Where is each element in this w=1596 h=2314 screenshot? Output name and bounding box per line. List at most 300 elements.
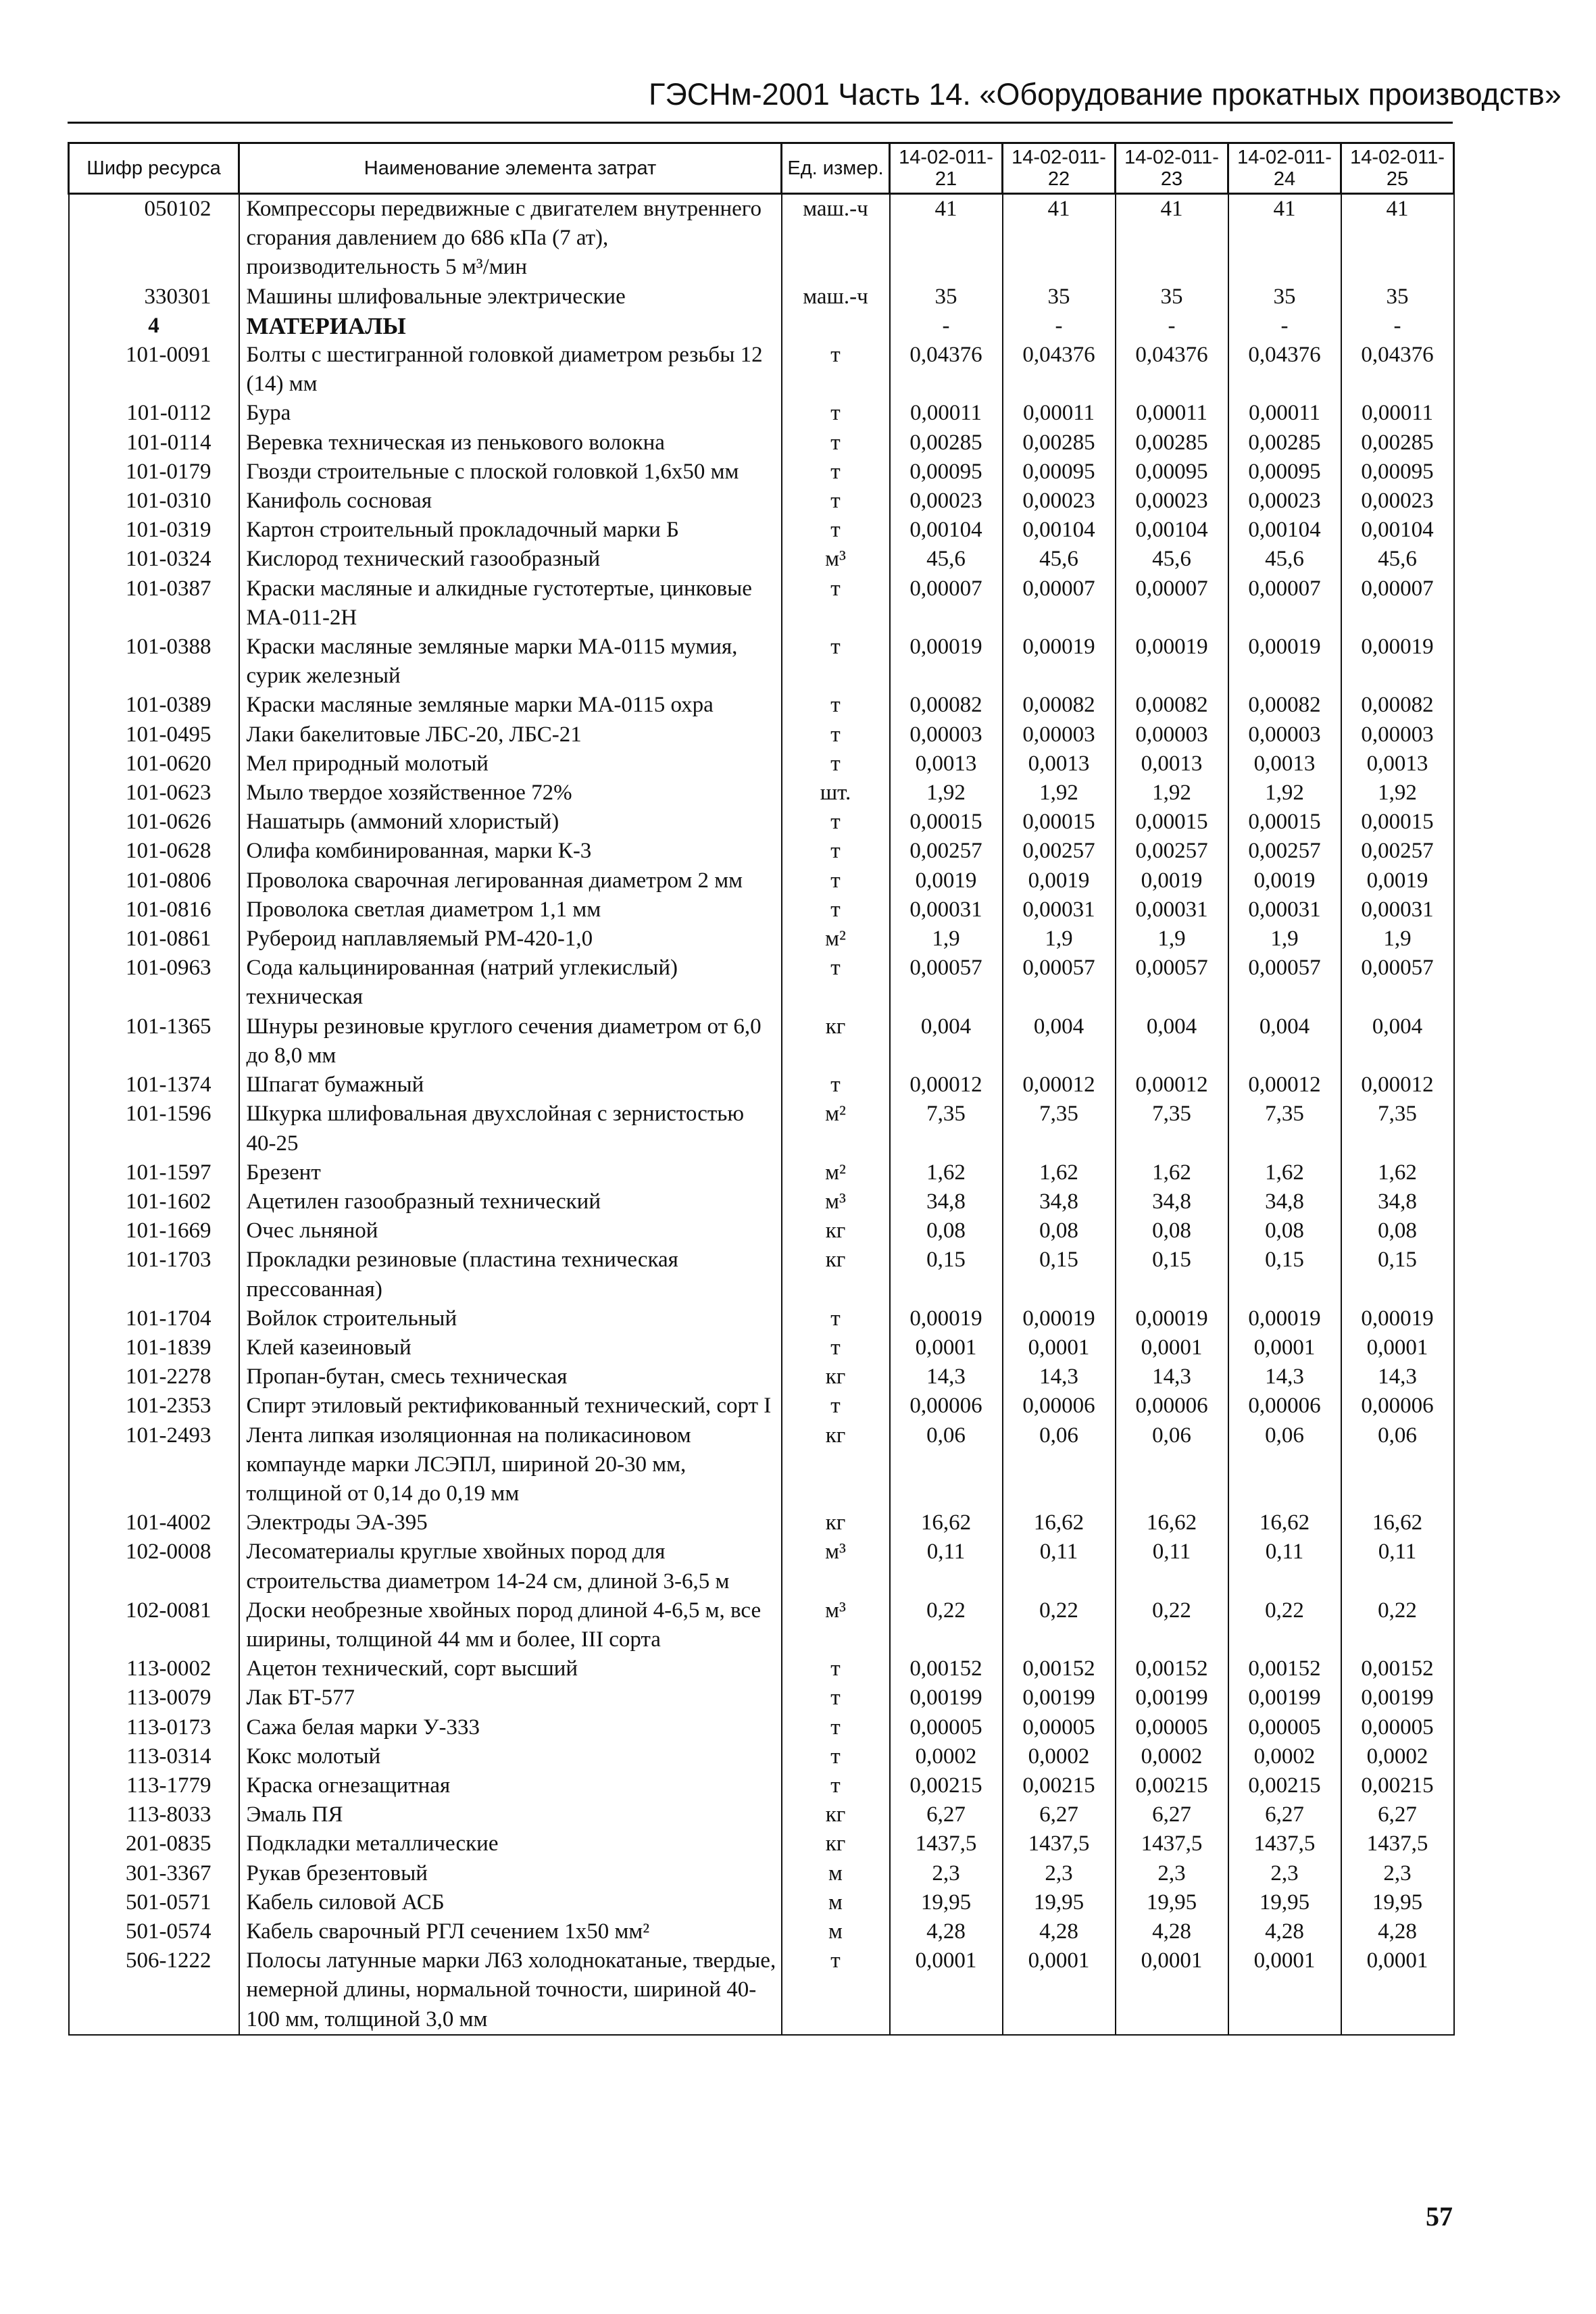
table-row <box>69 1683 1454 1713</box>
norm-value-cell: 16,62 <box>1116 1508 1228 1537</box>
norm-value-cell: 0,00152 <box>1003 1654 1116 1683</box>
unit-cell: кг <box>782 1012 890 1070</box>
norm-value-cell: 19,95 <box>1341 1888 1454 1917</box>
norm-value-cell: 0,00257 <box>890 837 1003 866</box>
resource-name-cell: Рубероид наплавляемый РМ-420-1,0 <box>239 925 782 954</box>
resource-code-cell: 501-0571 <box>69 1888 239 1917</box>
table-row <box>69 1012 1454 1070</box>
resource-code-cell: 101-1839 <box>69 1333 239 1362</box>
table-row <box>69 954 1454 1012</box>
norm-value-cell: 19,95 <box>1116 1888 1228 1917</box>
norm-value-cell: 0,04376 <box>1116 341 1228 399</box>
resource-code-cell: 101-0388 <box>69 633 239 691</box>
norm-value-cell: 19,95 <box>890 1888 1003 1917</box>
unit-cell: т <box>782 837 890 866</box>
column-header-norm-4: 14-02-011-24 <box>1228 143 1341 194</box>
resource-code-cell: 101-0495 <box>69 720 239 749</box>
table-header-row <box>69 143 1454 194</box>
unit-cell: м <box>782 1888 890 1917</box>
norm-value-cell: 41 <box>1341 194 1454 282</box>
resource-name-cell: Электроды ЭА-395 <box>239 1508 782 1537</box>
unit-cell: м <box>782 1917 890 1946</box>
unit-cell: т <box>782 691 890 720</box>
resource-code-cell: 101-0623 <box>69 779 239 808</box>
table-row <box>69 1654 1454 1683</box>
norm-value-cell: 0,22 <box>1228 1596 1341 1654</box>
resource-code-cell: 101-0620 <box>69 749 239 779</box>
norm-value-cell: 0,08 <box>1341 1216 1454 1246</box>
unit-cell: т <box>782 1771 890 1800</box>
norm-value-cell: 0,0001 <box>1228 1946 1341 2035</box>
norm-value-cell: 0,0002 <box>890 1742 1003 1771</box>
norm-value-cell: 0,00011 <box>1003 399 1116 428</box>
resource-code-cell: 113-1779 <box>69 1771 239 1800</box>
unit-cell: т <box>782 1946 890 2035</box>
table-row <box>69 691 1454 720</box>
norm-value-cell: 0,0001 <box>890 1946 1003 2035</box>
norm-value-cell: 0,06 <box>1228 1421 1341 1509</box>
norm-value-cell: 0,00003 <box>1228 720 1341 749</box>
resource-name-cell: Бура <box>239 399 782 428</box>
norm-value-cell: 34,8 <box>1003 1187 1116 1216</box>
resource-name-cell: Прокладки резиновые (пластина техническая прессованная) <box>239 1246 782 1304</box>
norm-value-cell: 0,00095 <box>890 458 1003 487</box>
norm-value-cell: 34,8 <box>1228 1187 1341 1216</box>
norm-value-cell: 1,92 <box>1228 779 1341 808</box>
page-header-title: ГЭСНм-2001 Часть 14. «Оборудование прокатных производств» <box>649 77 1562 112</box>
resource-code-cell: 101-0628 <box>69 837 239 866</box>
norm-value-cell: 34,8 <box>890 1187 1003 1216</box>
norm-value-cell: 6,27 <box>1228 1800 1341 1829</box>
resource-name-cell: Краски масляные земляные марки МА-0115 охра <box>239 691 782 720</box>
norm-value-cell: 0,00057 <box>1341 954 1454 1012</box>
unit-cell: кг <box>782 1246 890 1304</box>
norm-value-cell: 0,0001 <box>1341 1333 1454 1362</box>
norm-value-cell: 41 <box>890 194 1003 282</box>
norm-value-cell: 0,00019 <box>1341 633 1454 691</box>
unit-cell: т <box>782 458 890 487</box>
norm-value-cell: 0,00003 <box>1116 720 1228 749</box>
norm-value-cell: 1,92 <box>890 779 1003 808</box>
norm-value-cell: 19,95 <box>1228 1888 1341 1917</box>
norm-value-cell: 6,27 <box>1341 1800 1454 1829</box>
norm-value-cell: 0,00003 <box>890 720 1003 749</box>
norm-value-cell: 0,04376 <box>1228 341 1341 399</box>
norm-value-cell: 0,11 <box>1341 1537 1454 1596</box>
unit-cell: маш.-ч <box>782 282 890 312</box>
resource-name-cell: Картон строительный прокладочный марки Б <box>239 516 782 545</box>
norm-value-cell: 0,08 <box>1003 1216 1116 1246</box>
table-row <box>69 1070 1454 1100</box>
table-row <box>69 1421 1454 1509</box>
norm-value-cell: 0,00199 <box>1341 1683 1454 1713</box>
norm-value-cell: 0,00006 <box>1228 1392 1341 1421</box>
unit-cell: т <box>782 866 890 895</box>
norm-value-cell: 0,0002 <box>1116 1742 1228 1771</box>
norm-value-cell: 0,00104 <box>890 516 1003 545</box>
norm-value-cell: 0,06 <box>1341 1421 1454 1509</box>
table-row <box>69 1158 1454 1187</box>
table-row <box>69 574 1454 633</box>
resource-name-cell: Доски необрезные хвойных пород длиной 4-6,5 м, все ширины, толщиной 44 мм и более, III сорта <box>239 1596 782 1654</box>
resource-name-cell: Мыло твердое хозяйственное 72% <box>239 779 782 808</box>
norm-value-cell: 2,3 <box>1228 1859 1341 1888</box>
norm-value-cell: 1,62 <box>890 1158 1003 1187</box>
unit-cell: т <box>782 633 890 691</box>
norm-value-cell: 0,00019 <box>1228 1304 1341 1333</box>
norm-value-cell: 0,0013 <box>1116 749 1228 779</box>
norm-value-cell: 0,00007 <box>1116 574 1228 633</box>
resource-code-cell: 101-1704 <box>69 1304 239 1333</box>
resource-code-cell: 102-0081 <box>69 1596 239 1654</box>
norm-value-cell: 0,004 <box>890 1012 1003 1070</box>
resource-code-cell: 101-0861 <box>69 925 239 954</box>
norm-value-cell: 0,0002 <box>1228 1742 1341 1771</box>
norm-value-cell: 0,06 <box>890 1421 1003 1509</box>
norm-value-cell: 2,3 <box>1003 1859 1116 1888</box>
norm-value-cell: 0,00003 <box>1341 720 1454 749</box>
norm-value-cell: 16,62 <box>1003 1508 1116 1537</box>
norm-value-cell: 0,00215 <box>1116 1771 1228 1800</box>
unit-cell: т <box>782 1333 890 1362</box>
norm-value-cell: 1,9 <box>1116 925 1228 954</box>
norm-value-cell: 0,15 <box>1003 1246 1116 1304</box>
norm-value-cell: 0,00057 <box>890 954 1003 1012</box>
norm-value-cell: 41 <box>1228 194 1341 282</box>
norm-value-cell: 4,28 <box>1228 1917 1341 1946</box>
unit-cell: т <box>782 487 890 516</box>
norm-value-cell: 0,00199 <box>1228 1683 1341 1713</box>
table-row <box>69 399 1454 428</box>
resource-code-cell: 113-8033 <box>69 1800 239 1829</box>
norm-value-cell: 0,00257 <box>1003 837 1116 866</box>
norm-value-cell: 0,00104 <box>1341 516 1454 545</box>
resource-code-cell: 101-0112 <box>69 399 239 428</box>
norm-value-cell: 0,04376 <box>890 341 1003 399</box>
norm-value-cell: 19,95 <box>1003 1888 1116 1917</box>
norm-value-cell: 0,0001 <box>1116 1946 1228 2035</box>
norm-value-cell: 14,3 <box>890 1362 1003 1392</box>
norm-value-cell: 0,22 <box>1003 1596 1116 1654</box>
norm-value-cell: 0,00011 <box>1228 399 1341 428</box>
resource-code-cell: 113-0079 <box>69 1683 239 1713</box>
table-row <box>69 1888 1454 1917</box>
table-row <box>69 1246 1454 1304</box>
norm-value-cell: 41 <box>1116 194 1228 282</box>
norm-value-cell: 45,6 <box>1341 545 1454 574</box>
unit-cell: т <box>782 1654 890 1683</box>
unit-cell: шт. <box>782 779 890 808</box>
table-row <box>69 516 1454 545</box>
norm-value-cell: 0,00015 <box>1116 808 1228 837</box>
resource-name-cell: Спирт этиловый ректификованный технический, сорт I <box>239 1392 782 1421</box>
unit-cell <box>782 312 890 341</box>
resource-code-cell: 101-0389 <box>69 691 239 720</box>
resource-name-cell: Очес льняной <box>239 1216 782 1246</box>
norm-value-cell: 0,00015 <box>1228 808 1341 837</box>
norm-value-cell: 0,00152 <box>1341 1654 1454 1683</box>
norm-value-cell: 35 <box>1341 282 1454 312</box>
table-row <box>69 1800 1454 1829</box>
resource-code-cell: 101-0319 <box>69 516 239 545</box>
norm-value-cell: 1,62 <box>1116 1158 1228 1187</box>
norm-value-cell: 0,00019 <box>890 633 1003 691</box>
resource-name-cell: Клей казеиновый <box>239 1333 782 1362</box>
norm-value-cell: 0,00011 <box>1341 399 1454 428</box>
norm-value-cell: 0,00003 <box>1003 720 1116 749</box>
unit-cell: т <box>782 895 890 925</box>
norm-value-cell: 0,00019 <box>1116 1304 1228 1333</box>
norm-value-cell: 45,6 <box>890 545 1003 574</box>
norm-value-cell: 0,00152 <box>1116 1654 1228 1683</box>
resource-code-cell: 113-0173 <box>69 1713 239 1742</box>
norm-value-cell: 6,27 <box>1003 1800 1116 1829</box>
norm-value-cell: 0,00199 <box>1116 1683 1228 1713</box>
norm-value-cell: 0,15 <box>1228 1246 1341 1304</box>
norm-value-cell: 0,15 <box>890 1246 1003 1304</box>
table-row <box>69 1596 1454 1654</box>
unit-cell: м³ <box>782 545 890 574</box>
table-row <box>69 458 1454 487</box>
resource-name-cell: Лента липкая изоляционная на поликасиновом компаунде марки ЛСЭПЛ, шириной 20-30 мм, толщиной от 0,14 до 0,19 мм <box>239 1421 782 1509</box>
norm-value-cell: 0,11 <box>1003 1537 1116 1596</box>
unit-cell: кг <box>782 1508 890 1537</box>
norm-value-cell: 4,28 <box>1003 1917 1116 1946</box>
norm-value-cell: 0,00104 <box>1228 516 1341 545</box>
norm-value-cell: 0,00082 <box>1341 691 1454 720</box>
table-row <box>69 749 1454 779</box>
unit-cell: м³ <box>782 1596 890 1654</box>
norm-value-cell: 14,3 <box>1341 1362 1454 1392</box>
unit-cell: т <box>782 808 890 837</box>
resource-code-cell: 101-1596 <box>69 1100 239 1158</box>
resource-code-cell: 101-0091 <box>69 341 239 399</box>
resource-code-cell: 113-0002 <box>69 1654 239 1683</box>
norm-value-cell: 0,0013 <box>1003 749 1116 779</box>
table-row <box>69 1100 1454 1158</box>
norm-value-cell: 0,0002 <box>1341 1742 1454 1771</box>
unit-cell: м³ <box>782 1537 890 1596</box>
column-header-norm-2: 14-02-011-22 <box>1003 143 1116 194</box>
unit-cell: кг <box>782 1421 890 1509</box>
norm-value-cell: 1,92 <box>1116 779 1228 808</box>
resource-code-cell: 301-3367 <box>69 1859 239 1888</box>
norm-value-cell: 0,00031 <box>1341 895 1454 925</box>
norm-value-cell: 1,62 <box>1003 1158 1116 1187</box>
unit-cell: маш.-ч <box>782 194 890 282</box>
norm-value-cell: 0,00019 <box>890 1304 1003 1333</box>
norm-value-cell: 45,6 <box>1116 545 1228 574</box>
resource-code-cell: 101-2278 <box>69 1362 239 1392</box>
unit-cell: м² <box>782 1158 890 1187</box>
resource-name-cell: Веревка техническая из пенькового волокна <box>239 428 782 458</box>
norm-value-cell: 4,28 <box>890 1917 1003 1946</box>
table-row <box>69 1187 1454 1216</box>
norm-value-cell: 1437,5 <box>1116 1829 1228 1858</box>
norm-value-cell: 0,00095 <box>1341 458 1454 487</box>
norm-value-cell: 0,00007 <box>1228 574 1341 633</box>
column-header-norm-5: 14-02-011-25 <box>1341 143 1454 194</box>
resource-code-cell: 101-1703 <box>69 1246 239 1304</box>
norm-value-cell: 0,00006 <box>1341 1392 1454 1421</box>
norm-value-cell: - <box>1341 312 1454 341</box>
norm-value-cell: 0,06 <box>1003 1421 1116 1509</box>
norm-value-cell: 0,00012 <box>1341 1070 1454 1100</box>
norm-value-cell: 0,15 <box>1116 1246 1228 1304</box>
norm-value-cell: 0,0001 <box>1341 1946 1454 2035</box>
resource-name-cell: Шкурка шлифовальная двухслойная с зернистостью 40-25 <box>239 1100 782 1158</box>
norm-value-cell: 0,00285 <box>1228 428 1341 458</box>
norm-value-cell: 0,00005 <box>1228 1713 1341 1742</box>
column-header-name: Наименование элемента затрат <box>239 143 782 194</box>
column-header-unit: Ед. измер. <box>782 143 890 194</box>
unit-cell: т <box>782 720 890 749</box>
norm-value-cell: 0,00023 <box>1341 487 1454 516</box>
resource-code-cell: 501-0574 <box>69 1917 239 1946</box>
resource-code-cell: 050102 <box>69 194 239 282</box>
resource-code-cell: 4 <box>69 312 239 341</box>
norm-value-cell: 0,004 <box>1003 1012 1116 1070</box>
norm-value-cell: 0,00015 <box>890 808 1003 837</box>
resource-code-cell: 101-0816 <box>69 895 239 925</box>
norm-value-cell: 0,22 <box>890 1596 1003 1654</box>
norm-value-cell: 0,00023 <box>1116 487 1228 516</box>
norm-value-cell: 0,00006 <box>1003 1392 1116 1421</box>
resource-name-cell: Гвозди строительные с плоской головкой 1,6x50 мм <box>239 458 782 487</box>
norm-value-cell: 1,92 <box>1341 779 1454 808</box>
norm-value-cell: 0,00006 <box>1116 1392 1228 1421</box>
table-row <box>69 1333 1454 1362</box>
unit-cell: т <box>782 1713 890 1742</box>
resource-name-cell: МАТЕРИАЛЫ <box>239 312 782 341</box>
norm-value-cell: 0,00257 <box>1116 837 1228 866</box>
norm-value-cell: - <box>890 312 1003 341</box>
table-row <box>69 1392 1454 1421</box>
norm-value-cell: 2,3 <box>1341 1859 1454 1888</box>
norm-value-cell: 0,00152 <box>890 1654 1003 1683</box>
norm-value-cell: 45,6 <box>1228 545 1341 574</box>
resource-code-cell: 201-0835 <box>69 1829 239 1858</box>
norm-value-cell: 1,9 <box>890 925 1003 954</box>
norm-value-cell: 0,00095 <box>1116 458 1228 487</box>
resource-code-cell: 101-1374 <box>69 1070 239 1100</box>
norm-value-cell: 0,00215 <box>1228 1771 1341 1800</box>
resource-name-cell: Краска огнезащитная <box>239 1771 782 1800</box>
norm-value-cell: - <box>1116 312 1228 341</box>
norm-value-cell: 0,00023 <box>1003 487 1116 516</box>
resource-name-cell: Шпагат бумажный <box>239 1070 782 1100</box>
norm-value-cell: 0,00023 <box>890 487 1003 516</box>
column-header-norm-1: 14-02-011-21 <box>890 143 1003 194</box>
header-rule <box>68 122 1453 124</box>
resource-code-cell: 101-0387 <box>69 574 239 633</box>
table-row <box>69 1362 1454 1392</box>
norm-value-cell: 1,62 <box>1341 1158 1454 1187</box>
resource-name-cell: Лак БТ-577 <box>239 1683 782 1713</box>
norm-value-cell: 0,004 <box>1228 1012 1341 1070</box>
table-row <box>69 720 1454 749</box>
norm-value-cell: 6,27 <box>890 1800 1003 1829</box>
norm-value-cell: 0,00082 <box>890 691 1003 720</box>
resource-name-cell: Мел природный молотый <box>239 749 782 779</box>
norm-value-cell: 4,28 <box>1116 1917 1228 1946</box>
table-row <box>69 194 1454 282</box>
norm-value-cell: 0,00215 <box>1003 1771 1116 1800</box>
norm-value-cell: 0,00023 <box>1228 487 1341 516</box>
unit-cell: т <box>782 516 890 545</box>
norm-value-cell: 0,0019 <box>1341 866 1454 895</box>
resource-name-cell: Канифоль сосновая <box>239 487 782 516</box>
norm-value-cell: 14,3 <box>1116 1362 1228 1392</box>
norm-value-cell: 1437,5 <box>1228 1829 1341 1858</box>
unit-cell: т <box>782 1070 890 1100</box>
resource-code-cell: 113-0314 <box>69 1742 239 1771</box>
norm-value-cell: 0,00057 <box>1003 954 1116 1012</box>
norm-value-cell: 0,08 <box>890 1216 1003 1246</box>
norm-value-cell: - <box>1228 312 1341 341</box>
unit-cell: т <box>782 399 890 428</box>
table-row <box>69 779 1454 808</box>
norm-value-cell: 0,11 <box>890 1537 1003 1596</box>
norm-value-cell: 0,00015 <box>1341 808 1454 837</box>
table-row <box>69 545 1454 574</box>
norm-value-cell: 0,004 <box>1341 1012 1454 1070</box>
resource-code-cell: 102-0008 <box>69 1537 239 1596</box>
resource-name-cell: Пропан-бутан, смесь техническая <box>239 1362 782 1392</box>
table-row <box>69 895 1454 925</box>
table-row <box>69 1216 1454 1246</box>
norm-value-cell: 6,27 <box>1116 1800 1228 1829</box>
norm-value-cell: 0,00082 <box>1003 691 1116 720</box>
norm-value-cell: 1,9 <box>1003 925 1116 954</box>
resource-code-cell: 330301 <box>69 282 239 312</box>
norm-value-cell: 0,0019 <box>1116 866 1228 895</box>
norm-value-cell: 0,0013 <box>1228 749 1341 779</box>
table-row <box>69 341 1454 399</box>
resource-name-cell: Полосы латунные марки Л63 холоднокатаные, твердые, немерной длины, нормальной точности, шириной 40-100 мм, толщиной 3,0 мм <box>239 1946 782 2035</box>
resource-name-cell: Кокс молотый <box>239 1742 782 1771</box>
resource-code-cell: 101-2493 <box>69 1421 239 1509</box>
norm-value-cell: 0,00082 <box>1228 691 1341 720</box>
norm-value-cell: 0,00057 <box>1228 954 1341 1012</box>
norm-value-cell: 0,00057 <box>1116 954 1228 1012</box>
table-row <box>69 866 1454 895</box>
table-row <box>69 428 1454 458</box>
norm-value-cell: 0,00199 <box>890 1683 1003 1713</box>
norm-value-cell: 4,28 <box>1341 1917 1454 1946</box>
resource-name-cell: Болты с шестигранной головкой диаметром резьбы 12 (14) мм <box>239 341 782 399</box>
table-row <box>69 1742 1454 1771</box>
unit-cell: т <box>782 341 890 399</box>
norm-value-cell: 2,3 <box>1116 1859 1228 1888</box>
norm-value-cell: 0,0001 <box>1116 1333 1228 1362</box>
table-row <box>69 1829 1454 1858</box>
norm-value-cell: 34,8 <box>1341 1187 1454 1216</box>
norm-value-cell: 1437,5 <box>890 1829 1003 1858</box>
resource-code-cell: 101-0963 <box>69 954 239 1012</box>
norm-value-cell: 1,9 <box>1228 925 1341 954</box>
norm-value-cell: 0,00006 <box>890 1392 1003 1421</box>
resource-code-cell: 101-2353 <box>69 1392 239 1421</box>
resource-code-cell: 101-0806 <box>69 866 239 895</box>
norm-value-cell: 0,00011 <box>890 399 1003 428</box>
unit-cell: т <box>782 1742 890 1771</box>
column-header-code: Шифр ресурса <box>69 143 239 194</box>
unit-cell: т <box>782 428 890 458</box>
resource-table <box>68 142 1455 2036</box>
norm-value-cell: 0,004 <box>1116 1012 1228 1070</box>
unit-cell: т <box>782 1304 890 1333</box>
